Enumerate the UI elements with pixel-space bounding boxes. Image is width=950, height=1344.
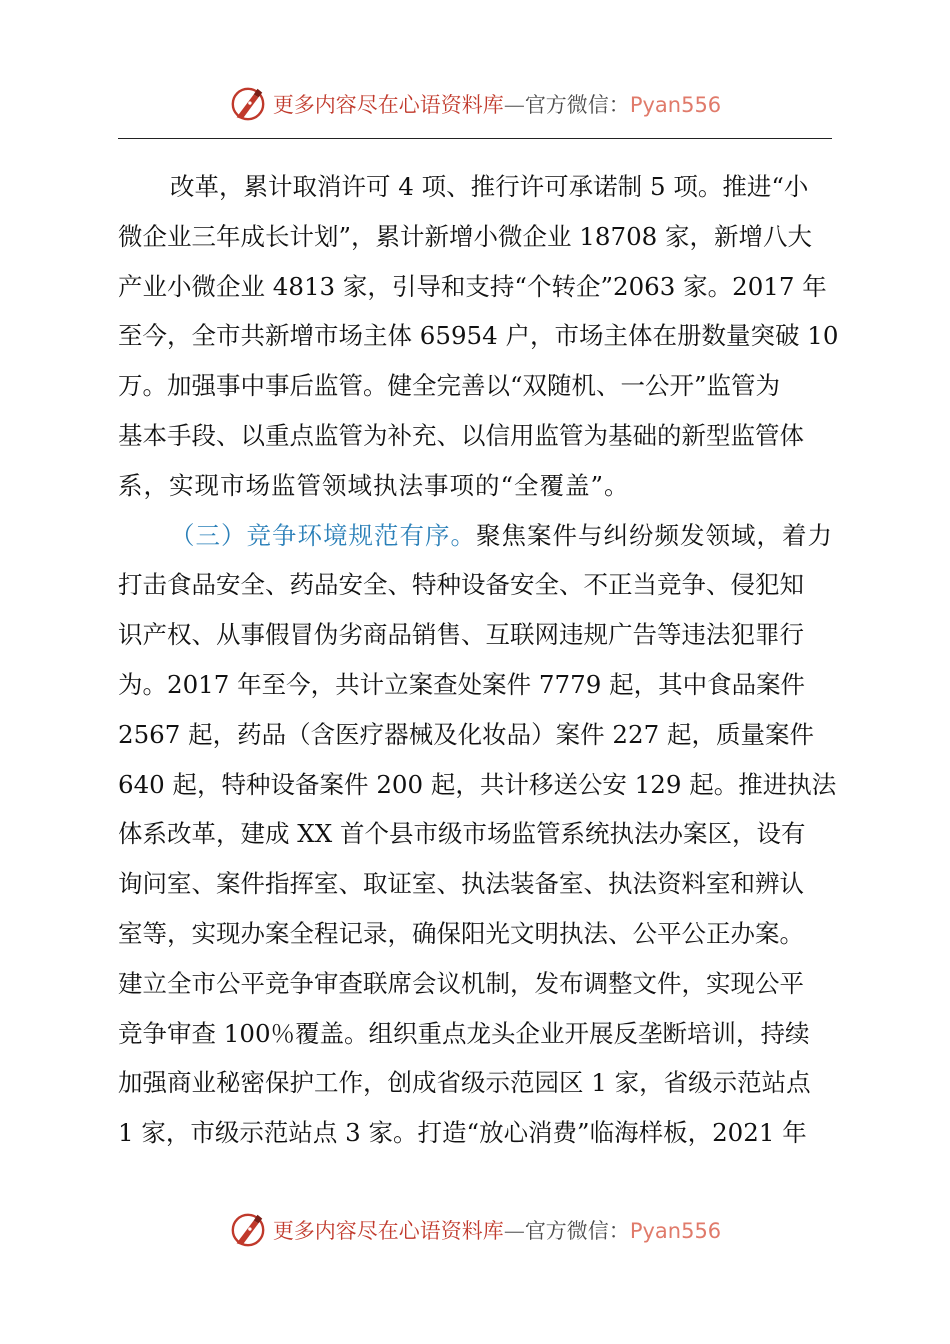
header-banner <box>0 82 950 126</box>
text-line: 微企业三年成长计划”，累计新增小微企业 18708 家，新增八大 <box>118 221 813 251</box>
text-line: 产业小微企业 4813 家，引导和支持“个转企”2063 家。2017 年 <box>118 271 827 301</box>
text-line: 640 起，特种设备案件 200 起，共计移送公安 129 起。推进执法 <box>118 769 837 799</box>
text-line: 为。2017 年至今，共计立案查处案件 7779 起，其中食品案件 <box>118 669 806 699</box>
footer-site-name: 更多内容尽在心语资料库 <box>272 1219 504 1243</box>
text-line: 系，实现市场监管领域执法事项的“全覆盖”。 <box>118 470 630 500</box>
text-line: 建立全市公平竞争审查联席会议机制，发布调整文件，实现公平 <box>118 968 804 998</box>
header-office-label: 官方微信： <box>524 93 630 117</box>
text-run: 聚焦案件与纠纷频发领域，着力 <box>476 520 833 550</box>
section-heading: （三）竞争环境规范有序。 <box>170 520 476 550</box>
text-line: 万。加强事中事后监管。健全完善以“双随机、一公开”监管为 <box>118 371 781 401</box>
text-line: 打击食品安全、药品安全、特种设备安全、不正当竞争、侵犯知 <box>118 570 804 600</box>
footer-office-label: 官方微信： <box>524 1219 630 1243</box>
pen-nib-logo-icon <box>229 85 267 123</box>
header-divider <box>118 138 832 139</box>
text-line: 至今，全市共新增市场主体 65954 户，市场主体在册数量突破 10 <box>118 321 839 351</box>
footer-wechat-id: Pyan556 <box>629 1219 722 1243</box>
footer-banner <box>0 1208 950 1252</box>
text-line: 加强商业秘密保护工作，创成省级示范园区 1 家，省级示范站点 <box>118 1068 811 1098</box>
text-line: 室等，实现办案全程记录，确保阳光文明执法、公平公正办案。 <box>118 918 804 948</box>
header-site-name: 更多内容尽在心语资料库 <box>272 93 504 117</box>
header-wechat-id: Pyan556 <box>629 93 722 117</box>
text-line: 改革，累计取消许可 4 项、推行许可承诺制 5 项。推进“小 <box>170 172 809 201</box>
header-text <box>273 89 721 119</box>
text-line: 询问室、案件指挥室、取证室、执法装备室、执法资料室和辨认 <box>118 869 804 899</box>
text-line: 竞争审查 100％覆盖。组织重点龙头企业开展反垄断培训，持续 <box>118 1018 810 1048</box>
section-heading-line <box>118 511 832 561</box>
text-line: 识产权、从事假冒伪劣商品销售、互联网违规广告等违法犯罪行 <box>118 620 804 650</box>
footer-dash: — <box>503 1219 525 1243</box>
pen-nib-logo-icon <box>229 1211 267 1249</box>
header-dash: — <box>503 93 525 117</box>
text-line: 基本手段、以重点监管为补充、以信用监管为基础的新型监管体 <box>118 420 804 450</box>
text-line: 2567 起，药品（含医疗器械及化妆品）案件 227 起，质量案件 <box>118 719 814 749</box>
text-line: 1 家，市级示范站点 3 家。打造“放心消费”临海样板，2021 年 <box>118 1118 807 1148</box>
footer-text <box>273 1215 721 1245</box>
text-line: 体系改革，建成 XX 首个县市级市场监管系统执法办案区，设有 <box>118 819 806 849</box>
document-body <box>118 162 839 1158</box>
